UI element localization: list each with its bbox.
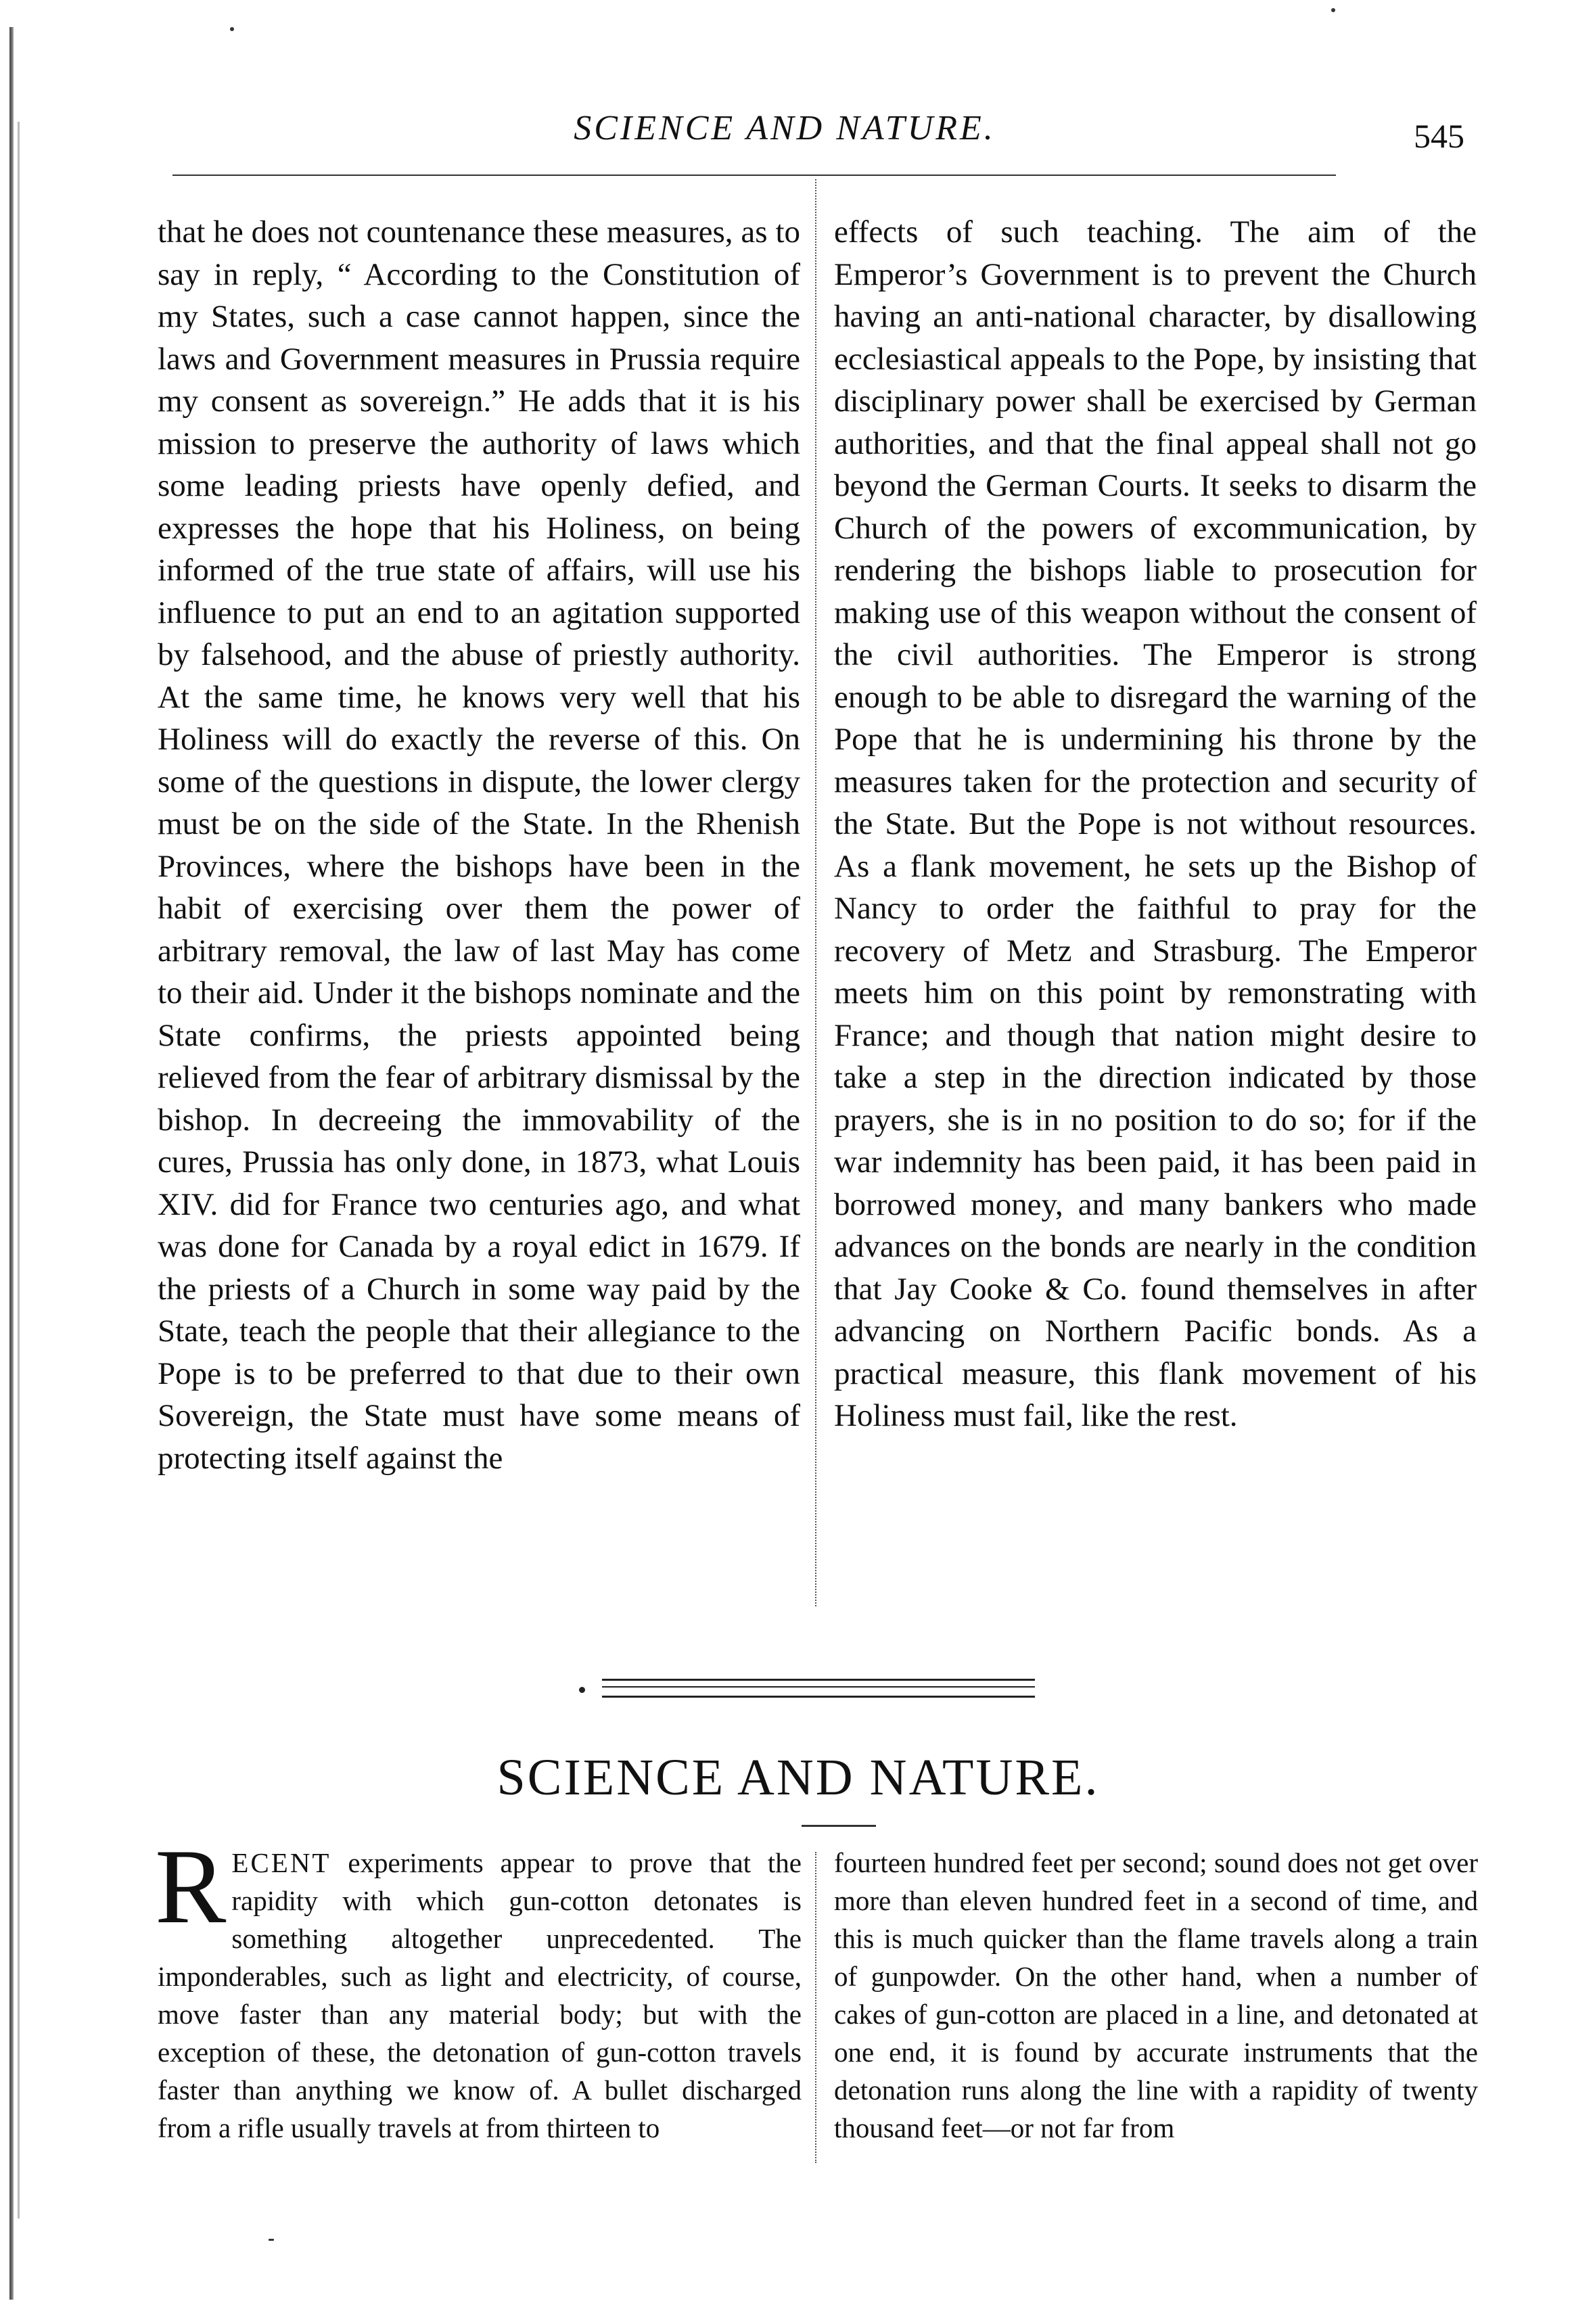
section-text-left: experiments appear to prove that the rapidity with which gun-cotton detonates is something altogether unprecedented. The imponderables, such as light and electricity, of course, move faster than any material body; but with the exception of these, the detonation of gun-cotton travels faster than anything we know of. A bullet discharged from a rifle usually travels at from thirteen to [158,1847,802,2143]
drop-cap: R [155,1828,227,1946]
page-number: 545 [1414,117,1464,155]
column-divider [815,179,816,1606]
binding-edge [9,27,14,2300]
column-divider-bottom [815,1852,816,2163]
continued-article-right-column [834,211,1477,1437]
section-title: SCIENCE AND NATURE. [496,1749,1100,1806]
section-right-column [834,1844,1478,2147]
print-speck [230,27,234,31]
section-text-right: fourteen hundred feet per second; sound does not get over more than eleven hundred feet in a second of time, and this is much quicker than the flame travels along a train of gunpowder. On the other hand, when a number of cakes of gun-cotton are placed in a line, and detonated at one end, it is found by accurate instruments that the detonation runs along the line with a rapidity of twenty thousand feet—or not far from [834,1847,1478,2143]
opening-small-caps: ECENT [231,1847,331,1878]
binding-shadow [18,122,20,2218]
continued-article-left-column [158,211,800,1479]
continued-text-left: that he does not countenance these measures, as to say in reply, “ According to the Constitution of my States, such a case cannot happen, since the laws and Government measures in Prussia require my consent as sovereign.” He adds that it is his mission to preserve the authority of laws which some leading priests have openly defied, and expresses the hope that his Holiness, on being informed of the true state of affairs, will use his influence to put an end to an agitation supported by falsehood, and the abuse of priestly authority. At the same time, he knows very well that his Holiness will do exactly the reverse of this. On some of the questions in dispute, the lower clergy must be on the side of the State. In the Rhenish Provinces, where the bishops have been in the habit of exercising over them the power of arbitrary removal, the law of last May has come to their aid. Under it the bishops nominate and the State confirms, the priests appointed being relieved from the fear of arbitrary dismissal by the bishop. In decreeing the immovability of the cures, Prussia has only done, in 1873, what Louis XIV. did for France two centuries ago, and what was done for Canada by a royal edict in 1679. If the priests of a Church in some way paid by the State, teach the people that their allegiance to the Pope is to be preferred to that due to their own Sovereign, the State must have some means of protecting itself against the [158,214,800,1476]
section-divider-ornament [602,1679,1035,1698]
section-opening-paragraph [155,1828,802,2147]
section-left-column [155,1828,802,2147]
header-rule [172,175,1336,176]
continued-text-right: effects of such teaching. The aim of the Emperor’s Government is to prevent the Church having an anti-national character, by disallowing ecclesiastical appeals to the Pope, by insisting that disciplinary power shall be exercised by German authorities, and that the final appeal shall not go beyond the German Courts. It seeks to disarm the Church of the powers of excommunication, by rendering the bishops liable to prosecution for making use of this weapon without the consent of the civil authorities. The Emperor is strong enough to be able to disregard the warning of the Pope that he is undermining his throne by the measures taken for the protection and security of the State. But the Pope is not without resources. As a flank movement, he sets up the Bishop of Nancy to order the faithful to pray for the recovery of Metz and Strasburg. The Emperor meets him on this point by remonstrating with France; and though that nation might desire to take a step in the direction indicated by those prayers, she is in no position to do so; for if the war indemnity has been paid, it has been paid in borrowed money, and many bankers who made advances on the bonds are nearly in the condition that Jay Cooke & Co. found themselves in after advancing on Northern Pacific bonds. As a practical measure, this flank movement of his Holiness must fail, like the rest. [834,214,1477,1433]
print-speck [1331,8,1335,12]
print-speck [269,2239,274,2241]
running-head: SCIENCE AND NATURE. [574,109,996,147]
title-underline [802,1825,876,1827]
ornament-dot [579,1687,585,1693]
